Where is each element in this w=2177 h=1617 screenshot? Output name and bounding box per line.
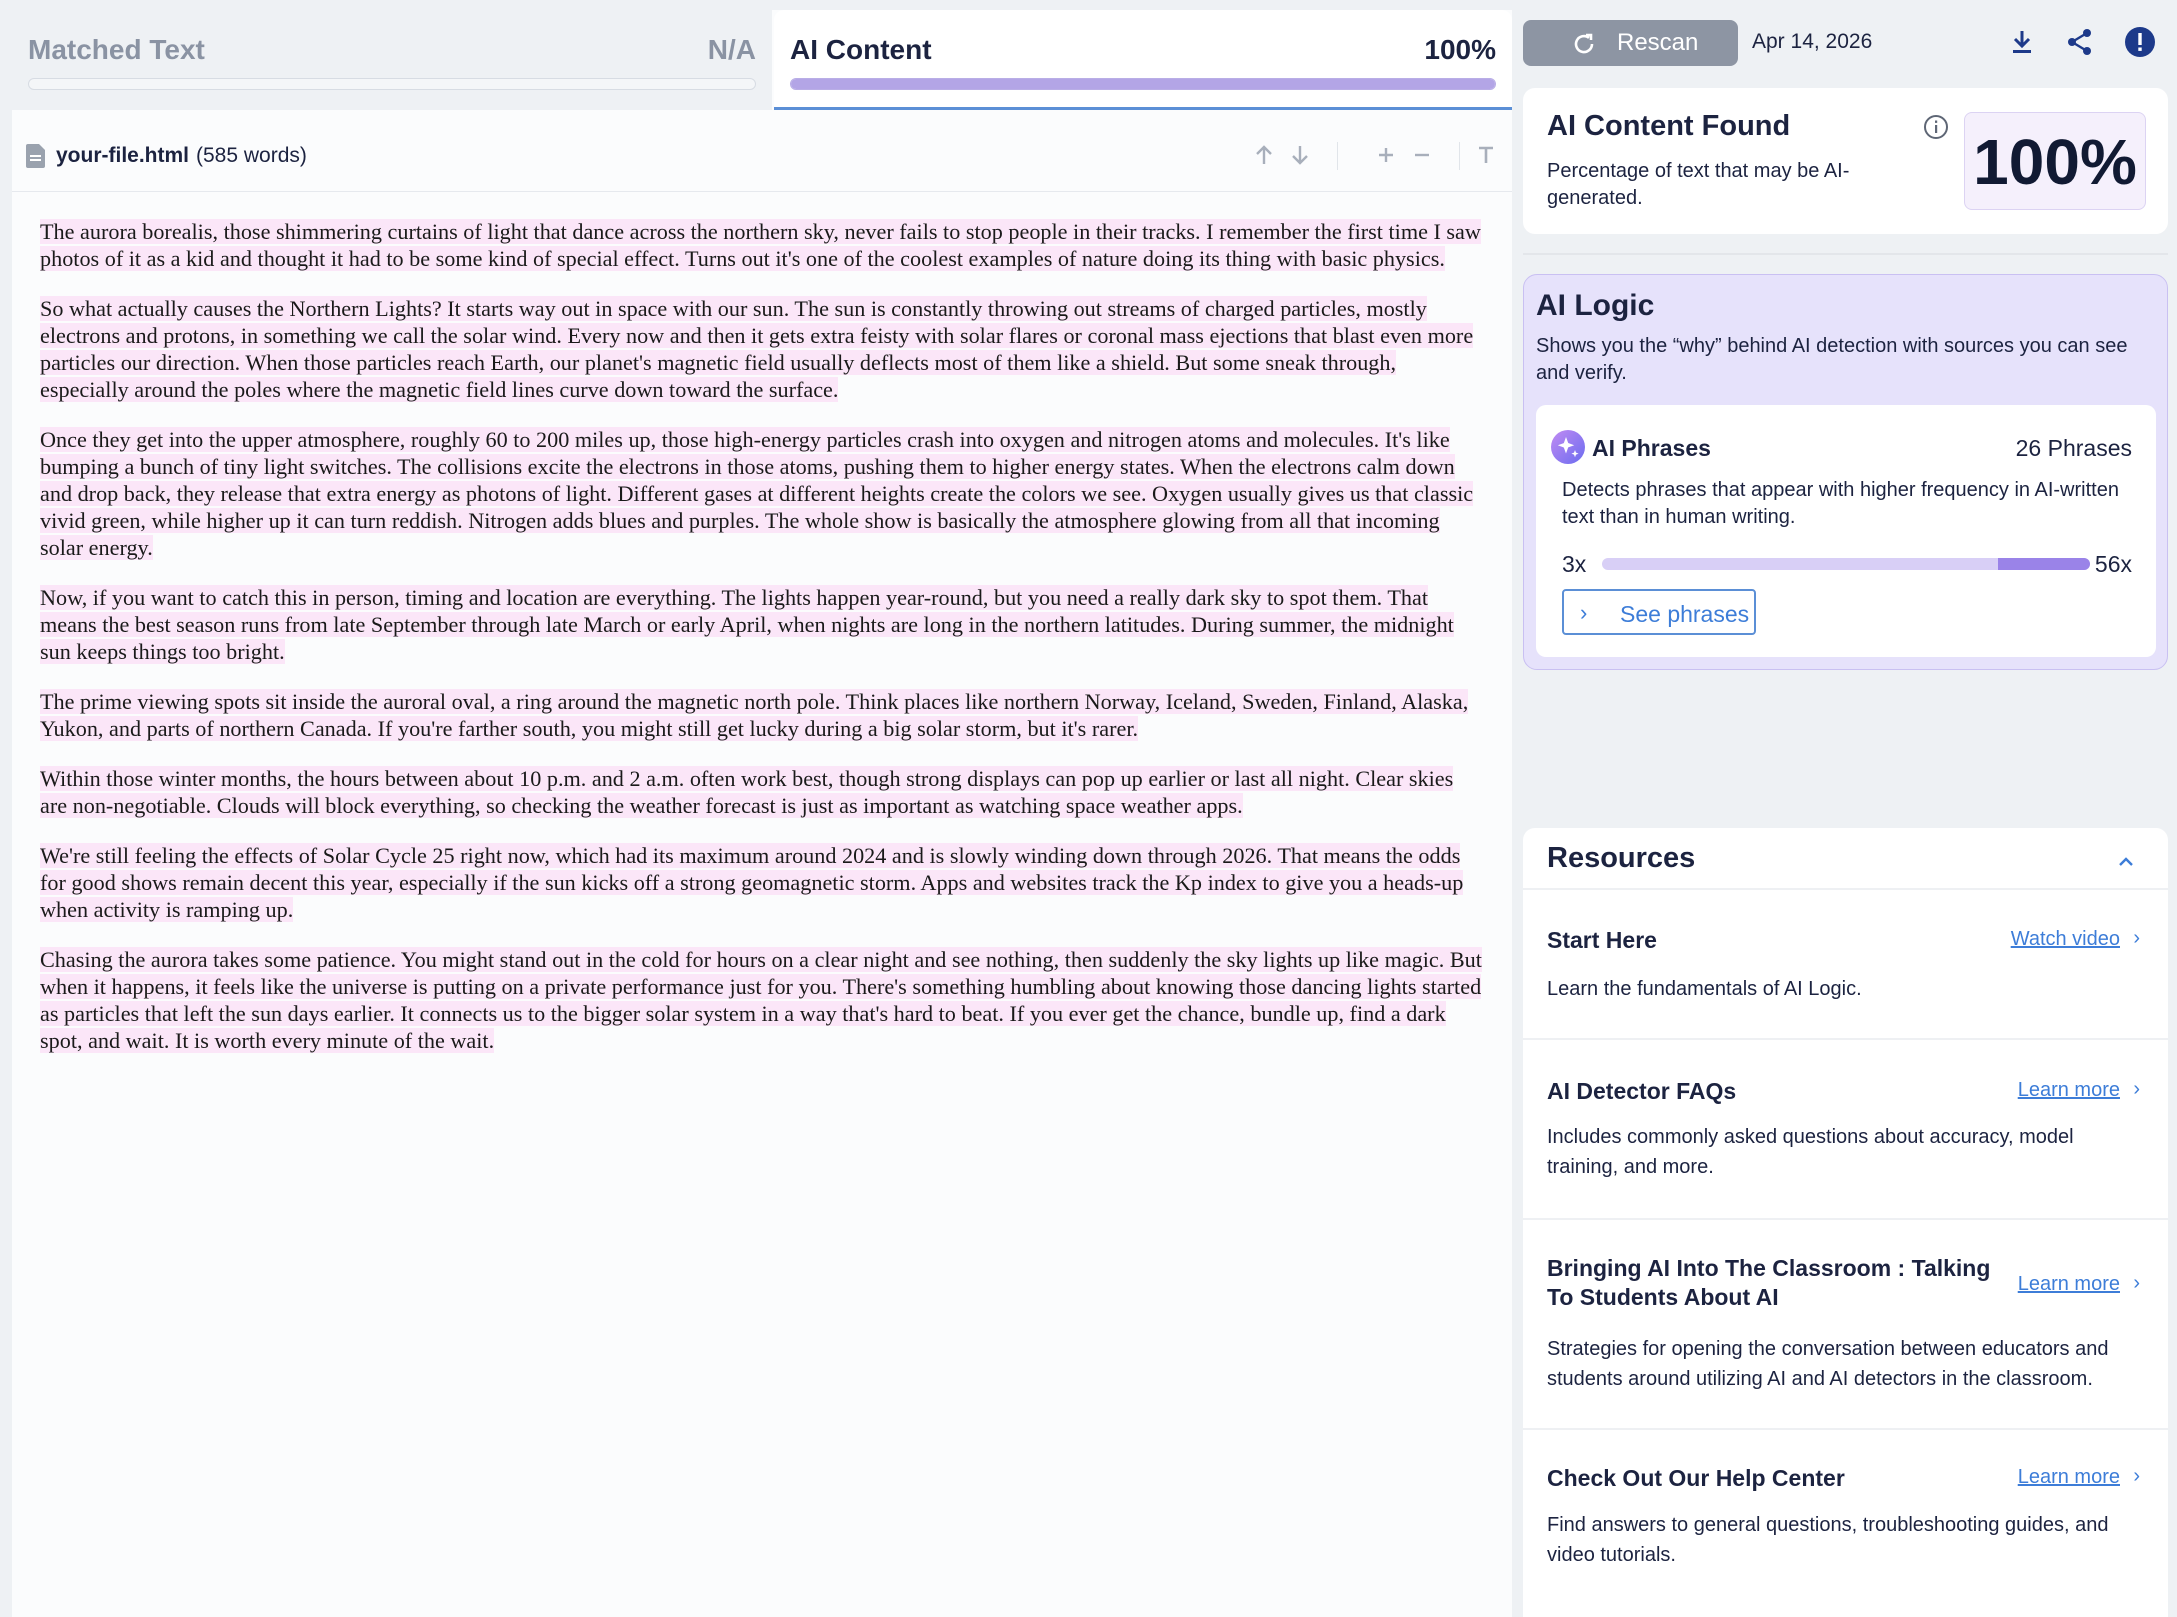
resource-title: Check Out Our Help Center [1547, 1465, 1845, 1491]
chevron-up-icon[interactable] [2114, 850, 2138, 874]
rescan-button[interactable] [1523, 20, 1738, 66]
frequency-max-label: 56x [2094, 551, 2132, 577]
plus-icon[interactable] [1371, 140, 1401, 170]
frequency-range-bar [1602, 558, 2090, 570]
highlighted-text: The aurora borealis, those shimmering curtains of light that dance across the northern sky, never fails to stop people in their tracks. I remember the first time I saw photos of it as a kid and thought it had to be some kind of special effect. Turns out it's one of the coolest examples of nature doing its thing with basic physics. [40, 219, 1481, 271]
chevron-right-icon: › [1580, 600, 1588, 625]
ai-percentage: 100% [1964, 112, 2146, 210]
watch-video-link[interactable]: Watch video [2010, 928, 2120, 950]
tab-matched-text-label: Matched Text [28, 34, 205, 65]
paragraph [40, 765, 1482, 819]
paragraph [40, 842, 1482, 923]
minus-icon[interactable] [1407, 140, 1437, 170]
ai-content-progress-fill [791, 79, 1495, 89]
document-icon [26, 144, 46, 168]
resource-item [1523, 888, 2168, 1038]
ai-phrases-count: 26 Phrases [2015, 435, 2132, 461]
highlighted-text: Once they get into the upper atmosphere, roughly 60 to 200 miles up, those high-energy particles crash into oxygen and nitrogen atoms and molecules. It's like bumping a bunch of tiny light switches. The collisions excite the electrons in those atoms, pushing them to higher energy states. When the electrons calm down and drop back, they release that extra energy as photons of light. Different gases at different heights create the colors we see. Oxygen usually gives us that classic vivid green, while higher up it can turn reddish. Nitrogen adds blues and purples. The whole show is basically the atmosphere glowing from all that incoming solar energy. [40, 427, 1474, 560]
highlighted-text: Now, if you want to catch this in person, timing and location are everything. The lights happen year-round, but you need a really dark sky to spot them. That means the best season runs from late September through late March or early April, when nights are long in the northern latitudes. During summer, the midnight sun keeps things too bright. [40, 585, 1454, 664]
resources-panel [1523, 828, 2168, 1617]
chevron-right-icon: › [2133, 927, 2140, 949]
result-tabs [12, 10, 1512, 110]
word-count: (585 words) [196, 144, 307, 167]
highlighted-text: Within those winter months, the hours between about 10 p.m. and 2 a.m. often work best, though strong displays can pop up earlier or last all night. Clear skies are non-negotiable. Clouds will block everything, so checking the weather forecast is just as important as watching space weather apps. [40, 766, 1454, 818]
sparkle-icon [1550, 429, 1586, 465]
resources-title: Resources [1547, 842, 1696, 874]
tab-matched-text[interactable] [12, 10, 772, 110]
learn-more-link[interactable]: Learn more [2017, 1466, 2120, 1488]
scan-date: Apr 14, 2026 [1752, 30, 1873, 53]
ai-logic-title: AI Logic [1536, 289, 1655, 322]
resource-item [1523, 1218, 2168, 1428]
frequency-min-label: 3x [1562, 551, 1587, 577]
refresh-icon [1571, 31, 1597, 57]
highlighted-text: Chasing the aurora takes some patience. You might stand out in the cold for hours on a clear night and see nothing, then suddenly the sky lights up like magic. But when it happens, it feels like the universe is putting on a private performance just for you. There's something humbling about knowing those dancing lights started as particles that left the sun days earlier. It connects us to the bigger solar system in a way that's hard to beat. If you ever get the chance, bundle up, find a dark spot, and wait. It is worth every minute of the wait. [40, 947, 1482, 1053]
tab-ai-content-value: 100% [1424, 34, 1496, 65]
paragraph [40, 584, 1482, 665]
learn-more-link[interactable]: Learn more [2017, 1273, 2120, 1295]
ai-content-progress [790, 78, 1496, 90]
resource-description: Learn the fundamentals of AI Logic. [1547, 978, 1862, 1000]
info-icon[interactable] [1923, 114, 1949, 140]
results-panel [12, 10, 1512, 1617]
chevron-right-icon: › [2133, 1078, 2140, 1100]
rescan-label: Rescan [1617, 29, 1699, 56]
learn-more-link[interactable]: Learn more [2017, 1079, 2120, 1101]
tab-ai-content[interactable] [774, 10, 1512, 110]
ai-logic-panel [1523, 274, 2168, 670]
text-size-icon[interactable] [1471, 140, 1501, 170]
tab-ai-content-label: AI Content [790, 34, 932, 65]
paragraph [40, 218, 1482, 272]
arrow-up-icon[interactable] [1249, 140, 1279, 170]
resource-item [1523, 1038, 2168, 1218]
ai-content-found-card [1523, 88, 2168, 234]
frequency-range-band [1998, 558, 2090, 570]
paragraph [40, 946, 1482, 1054]
tab-matched-text-value: N/A [707, 34, 756, 65]
share-icon[interactable] [2064, 26, 2096, 58]
toolbar-divider [1459, 142, 1460, 170]
resource-title: AI Detector FAQs [1547, 1078, 1737, 1104]
alert-icon[interactable] [2124, 26, 2156, 58]
matched-text-progress [28, 78, 756, 90]
paragraph [40, 688, 1482, 742]
document-text [40, 218, 1482, 1077]
highlighted-text: So what actually causes the Northern Lights? It starts way out in space with our sun. The sun is constantly throwing out streams of charged particles, mostly electrons and protons, in something we call the solar wind. Every now and then it gets extra feisty with solar flares or coronal mass ejections that blast even more particles our direction. When those particles reach Earth, our planet's magnetic field usually deflects most of them like a shield. But some sneak through, especially around the poles where the magnetic field lines curve down toward the surface. [40, 296, 1474, 402]
highlighted-text: We're still feeling the effects of Solar Cycle 25 right now, which had its maximum around 2024 and is slowly winding down through 2026. That means the odds for good shows remain decent this year, especially if the sun kicks off a strong geomagnetic storm. Apps and websites track the Kp index to give you a heads-up when activity is ramping up. [40, 843, 1464, 922]
paragraph [40, 426, 1482, 561]
toolbar-divider [1337, 142, 1338, 170]
highlighted-text: The prime viewing spots sit inside the auroral oval, a ring around the magnetic north pole. Think places like northern Norway, Iceland, Sweden, Finland, Alaska, Yukon, and parts of northern Canada. If you're farther south, you might still get lucky during a big solar storm, but it's rarer. [40, 689, 1469, 741]
chevron-right-icon: › [2133, 1272, 2140, 1294]
file-name: your-file.html [56, 144, 190, 167]
ai-phrases-description: Detects phrases that appear with higher frequency in AI-written text than in human writing. [1562, 479, 2119, 528]
resource-title: Bringing AI Into The Classroom : Talking To Students About AI [1547, 1255, 1991, 1310]
ai-content-found-title: AI Content Found [1547, 110, 1791, 142]
resource-description: Includes commonly asked questions about accuracy, model training, and more. [1547, 1126, 2074, 1178]
resource-description: Find answers to general questions, troubleshooting guides, and video tutorials. [1547, 1514, 2109, 1566]
section-divider [1523, 253, 2168, 255]
paragraph [40, 295, 1482, 403]
see-phrases-button[interactable] [1562, 589, 1756, 635]
chevron-right-icon: › [2133, 1465, 2140, 1487]
see-phrases-label: See phrases [1620, 601, 1750, 627]
resource-title: Start Here [1547, 927, 1657, 953]
arrow-down-icon[interactable] [1285, 140, 1315, 170]
ai-content-found-subtitle: Percentage of text that may be AI-generated. [1547, 160, 1850, 209]
resource-item [1523, 1428, 2168, 1617]
ai-phrases-card [1536, 405, 2156, 657]
file-info-bar [12, 120, 1512, 192]
ai-phrases-title: AI Phrases [1592, 435, 1711, 461]
resource-description: Strategies for opening the conversation between educators and students around utilizing AI and AI detectors in the classroom. [1547, 1338, 2109, 1390]
download-icon[interactable] [2006, 26, 2038, 58]
ai-logic-subtitle: Shows you the “why” behind AI detection with sources you can see and verify. [1536, 335, 2128, 384]
